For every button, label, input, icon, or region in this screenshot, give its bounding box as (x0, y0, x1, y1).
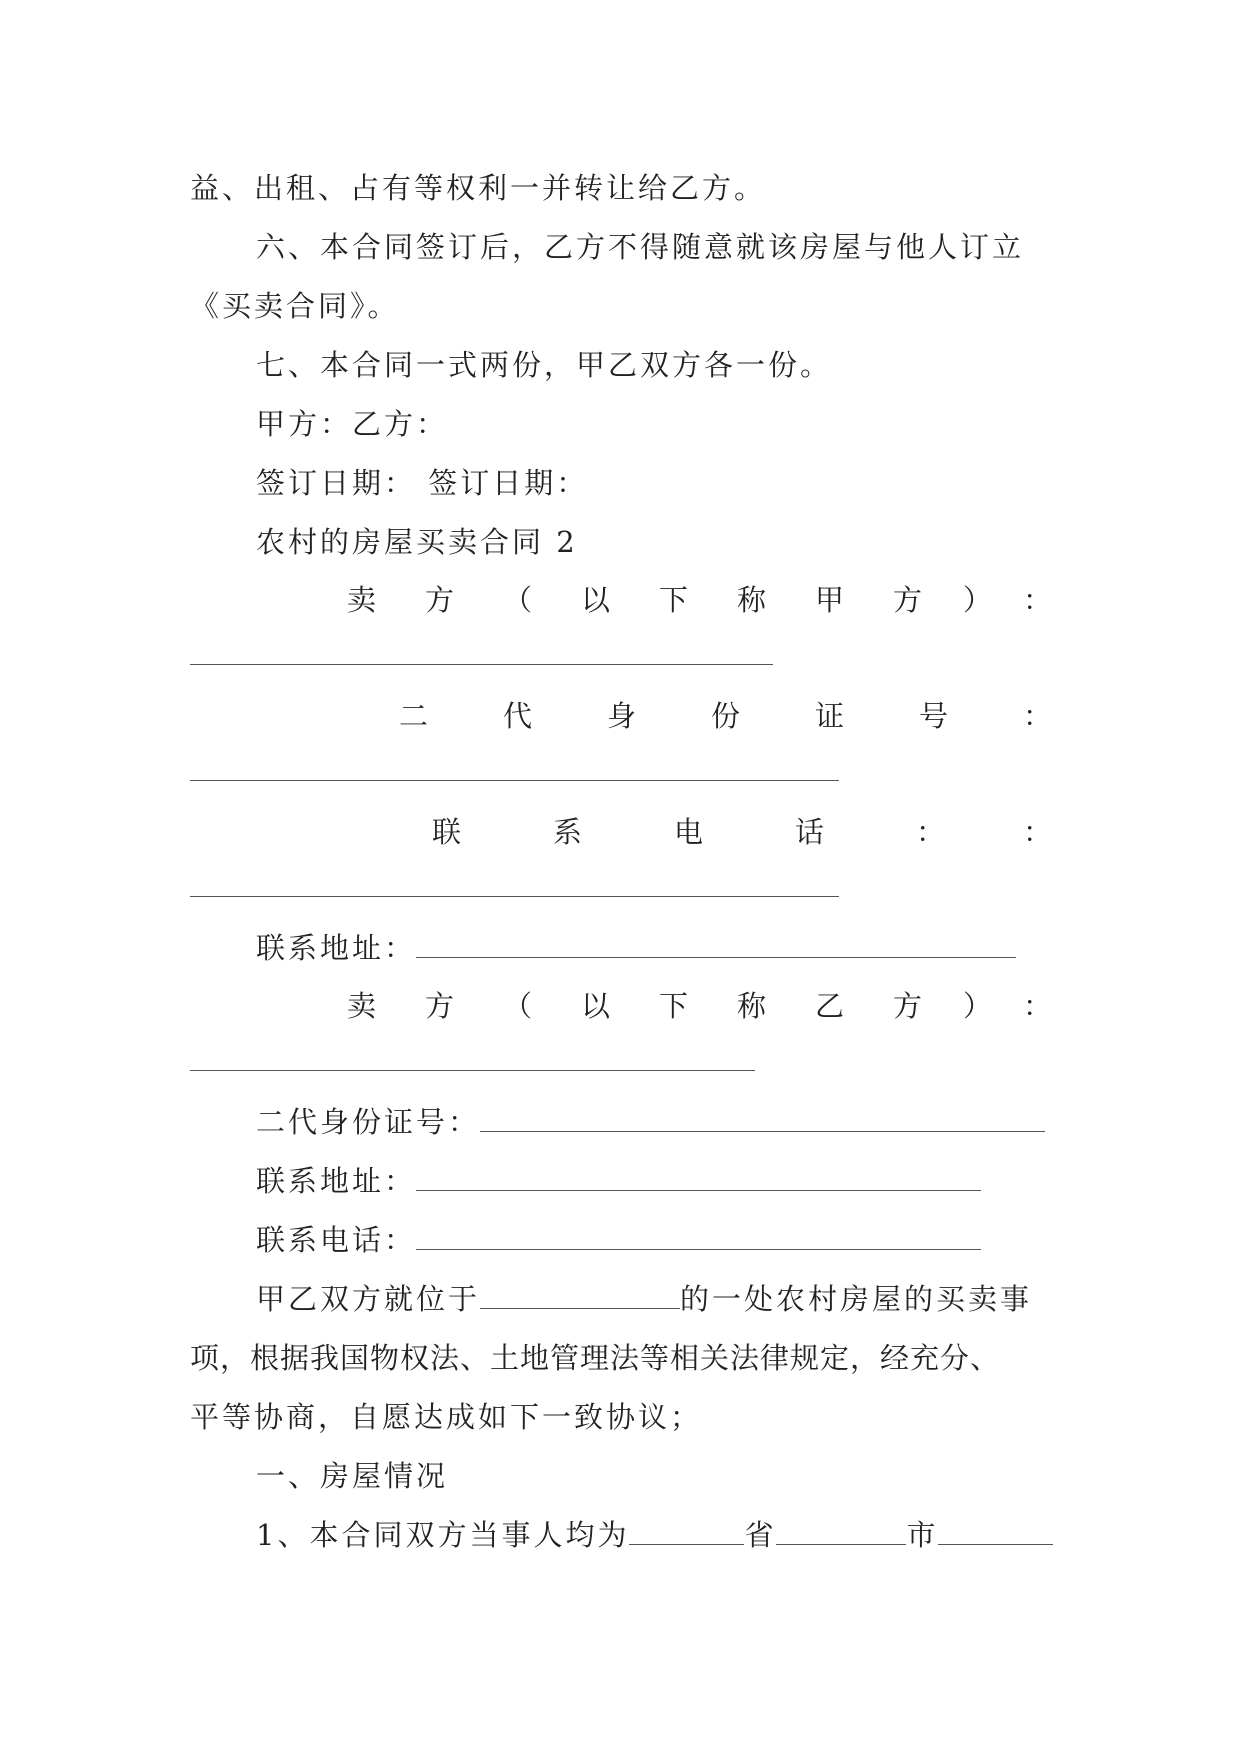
seller-b-char: 以 (581, 989, 611, 1023)
seller-a-char: 卖 (347, 583, 377, 617)
phone-b-label: 联系电话： (256, 1223, 417, 1257)
seller-a-char: 甲 (815, 583, 845, 617)
id-a-char: 二 (399, 699, 429, 733)
seller-a-char: 方 (893, 583, 923, 617)
seller-a-char: ： (1023, 583, 1053, 617)
phone-b-line (256, 1220, 1055, 1260)
address-a-label: 联系地址： (256, 931, 417, 965)
house-clause-1 (256, 1515, 1055, 1555)
seller-a-char: 方 (425, 583, 455, 617)
phone-a-char: 联 (432, 815, 462, 849)
id-b-line (256, 1102, 1055, 1142)
seller-b-char: 卖 (347, 989, 377, 1023)
phone-b-blank[interactable] (416, 1225, 981, 1250)
address-b-line (256, 1161, 1055, 1201)
phone-a-char: ： (1023, 815, 1053, 849)
id-a-char: 号 (919, 699, 949, 733)
seller-b-char: 乙 (815, 989, 845, 1023)
province-label: 省 (744, 1518, 777, 1552)
location-prefix: 甲乙双方就位于 (256, 1282, 481, 1316)
id-b-blank[interactable] (480, 1107, 1045, 1132)
id-a-char: 代 (503, 699, 533, 733)
phone-a-char: 电 (674, 815, 704, 849)
id-a-char: ： (1023, 699, 1053, 733)
sign-dates: 签订日期： 签订日期： (256, 466, 589, 500)
party-signatures: 甲方：乙方： (256, 407, 449, 441)
seller-b-char: 方 (425, 989, 455, 1023)
location-blank[interactable] (480, 1284, 680, 1309)
seller-b-char: 称 (737, 989, 767, 1023)
clause-continuation: 益、出租、占有等权利一并转让给乙方。 (190, 171, 767, 205)
seller-b-char: 方 (893, 989, 923, 1023)
clause-six-continuation: 《买卖合同》。 (190, 289, 400, 323)
address-b-blank[interactable] (416, 1166, 981, 1191)
seller-a-char: 下 (659, 583, 689, 617)
clause-six: 六、本合同签订后，乙方不得随意就该房屋与他人订立 (256, 230, 1025, 264)
location-line (256, 1279, 1055, 1319)
phone-a-blank[interactable] (190, 896, 839, 897)
clause-seven: 七、本合同一式两份，甲乙双方各一份。 (256, 348, 833, 382)
county-blank[interactable] (938, 1520, 1053, 1545)
seller-b-char: （ (503, 989, 533, 1023)
address-b-label: 联系地址： (256, 1164, 417, 1198)
seller-b-char: 下 (659, 989, 689, 1023)
section-house-heading: 一、房屋情况 (256, 1459, 449, 1493)
id-a-char: 份 (711, 699, 741, 733)
location-suffix: 的一处农村房屋的买卖事 (680, 1282, 1033, 1316)
seller-b-blank[interactable] (190, 1070, 755, 1071)
seller-b-char: ） (963, 989, 993, 1023)
city-blank[interactable] (776, 1520, 906, 1545)
seller-a-blank[interactable] (190, 664, 773, 665)
id-b-label: 二代身份证号： (256, 1105, 481, 1139)
phone-a-char: 系 (553, 815, 583, 849)
agreement-line: 平等协商，自愿达成如下一致协议； (190, 1400, 703, 1434)
province-blank[interactable] (629, 1520, 744, 1545)
address-a-line (256, 928, 1055, 968)
seller-a-char: ） (963, 583, 993, 617)
address-a-blank[interactable] (416, 933, 1016, 958)
phone-a-char: ： (916, 815, 946, 849)
city-label: 市 (906, 1518, 939, 1552)
seller-a-char: （ (503, 583, 533, 617)
seller-a-char: 以 (581, 583, 611, 617)
id-a-char: 证 (815, 699, 845, 733)
legal-basis-line: 项，根据我国物权法、土地管理法等相关法律规定，经充分、 (190, 1341, 1001, 1375)
contract-title-2: 农村的房屋买卖合同 2 (256, 525, 578, 559)
phone-a-char: 话 (795, 815, 825, 849)
seller-b-char: ： (1023, 989, 1053, 1023)
house-clause-1-prefix: 1、本合同双方当事人均为 (256, 1518, 630, 1552)
seller-a-char: 称 (737, 583, 767, 617)
id-a-char: 身 (607, 699, 637, 733)
id-a-blank[interactable] (190, 780, 839, 781)
